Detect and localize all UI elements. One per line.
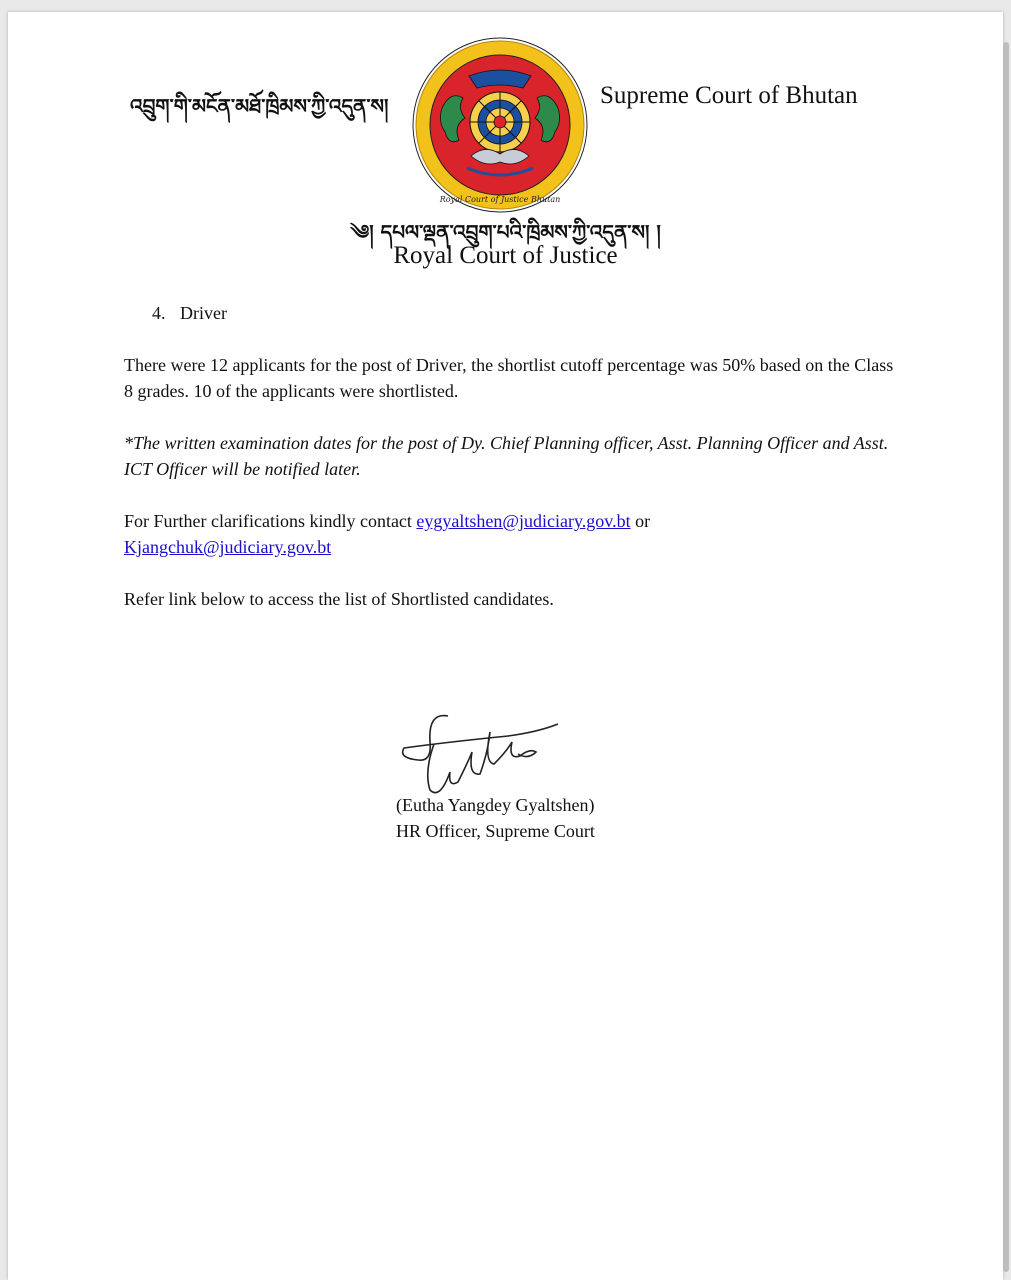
scrollbar[interactable] <box>1003 42 1009 1272</box>
contact-prefix: For Further clarifications kindly contact <box>124 511 417 531</box>
paragraph-text: There were 12 applicants for the post of Driver, the shortlist cutoff percentage was 50% based on the Class 8 grades. 10 of the applicants were shortlisted. <box>124 355 894 401</box>
email-link-kjangchuk[interactable]: Kjangchuk@judiciary.gov.bt <box>124 537 332 557</box>
signatory-name: (Eutha Yangdey Gyaltshen) <box>396 795 595 815</box>
emblem-text: Royal Court of Justice Bhutan <box>439 195 561 204</box>
dzongkha-subtitle: ༄། དཔལ་ལྡན་འབྲུག་པའི་ཁྲིམས་ཀྱི་འདུན་ས། ། <box>350 220 661 244</box>
court-emblem-icon <box>411 36 589 214</box>
page-subtitle: Royal Court of Justice <box>393 242 618 269</box>
paragraph-contact <box>124 508 894 560</box>
header-title: Supreme Court of Bhutan <box>600 82 858 109</box>
paragraph-exam-note <box>124 430 894 482</box>
paragraph-refer-link <box>124 586 894 612</box>
email-link-eygyaltshen[interactable]: eygyaltshen@judiciary.gov.bt <box>416 511 631 531</box>
contact-or: or <box>630 511 651 531</box>
item-label: Driver <box>180 303 227 323</box>
dzongkha-court-name: འབྲུག་གི་མངོན་མཐོ་ཁྲིམས་ཀྱི་འདུན་ས། <box>130 94 389 118</box>
list-item <box>124 300 894 326</box>
paragraph-text: Refer link below to access the list of Shortlisted candidates. <box>124 589 554 609</box>
handwritten-signature <box>388 702 568 802</box>
signature-block <box>396 792 595 844</box>
signatory-role: HR Officer, Supreme Court <box>396 821 595 841</box>
document-page <box>8 12 1003 1280</box>
paragraph-text: *The written examination dates for the post of Dy. Chief Planning officer, Asst. Planning Officer and Asst. ICT Officer will be notified later. <box>124 433 889 479</box>
item-number: 4. <box>152 303 166 323</box>
paragraph-applicants <box>124 352 894 404</box>
